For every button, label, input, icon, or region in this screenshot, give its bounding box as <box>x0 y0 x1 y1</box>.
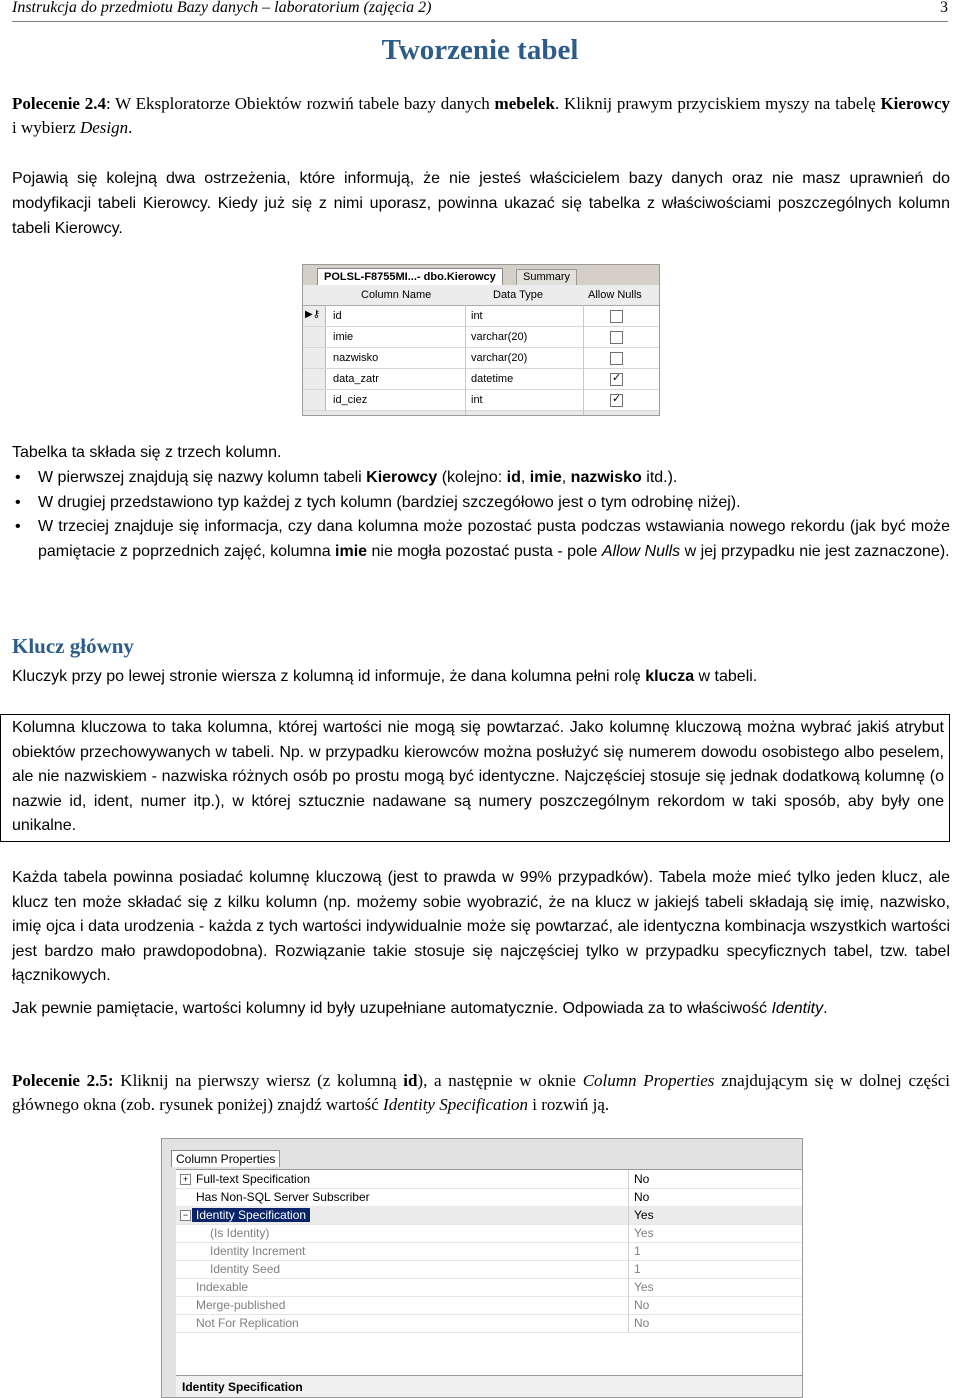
property-row-selected[interactable] <box>176 1206 803 1225</box>
property-row[interactable] <box>176 1242 802 1261</box>
list-intro: Tabelka ta składa się z trzech kolumn. <box>12 444 282 461</box>
item-bold: id <box>506 469 521 486</box>
item-text: w jej przypadku nie jest zaznaczone). <box>680 542 950 560</box>
task-italic: Column Properties <box>582 1071 715 1090</box>
item-text: , <box>520 469 530 486</box>
property-value[interactable]: 1 <box>634 1244 641 1258</box>
property-value[interactable]: No <box>634 1190 650 1204</box>
item-text: W drugiej przedstawiono typ każdej z tych kolumn (bardziej szczegółowo jest o tym odrobinę niżej). <box>38 493 741 511</box>
page-number: 3 <box>940 0 948 16</box>
column-properties-screenshot <box>161 1138 803 1398</box>
row-selector[interactable] <box>303 327 326 347</box>
property-name: Merge-published <box>196 1298 286 1312</box>
every-table-paragraph: Każda tabela powinna posiadać kolumnę kluczową (jest to prawda w 99% przypadków). Tabela może mieć tylko jeden klucz, ale klucz ten może składać się z kilku kolumn (np. możemy sobie wyobrazić, że na klucz w jakiejś tabeli składają się imię, nazwisko, imię ojca i data urodzenia - każda z tych wartości indywidualnie może się powtarzać, ale identyczna kombinacja wszystkich wartości jest bardzo mało prawdopodobna). Rozwiązanie takie stosuje się najczęściej tylko w przypadku specyficznych tabel, tzw. tabel łącznikowych. <box>12 869 950 985</box>
property-name: (Is Identity) <box>210 1226 270 1240</box>
task-text: i rozwiń ją. <box>527 1095 610 1114</box>
property-row[interactable] <box>176 1278 802 1297</box>
bullet-icon: • <box>15 518 21 535</box>
grid-divider <box>628 1170 629 1188</box>
column-header-nulls: Allow Nulls <box>588 289 642 301</box>
cell-data-type[interactable]: datetime <box>471 373 514 385</box>
property-value[interactable]: Yes <box>634 1208 654 1222</box>
allow-nulls-checkbox[interactable] <box>610 373 623 386</box>
table-designer-screenshot <box>302 264 660 416</box>
running-header <box>12 0 948 22</box>
cell-data-type[interactable]: varchar(20) <box>471 352 528 364</box>
item-text: W pierwszej znajdują się nazwy kolumn tabeli <box>38 469 367 486</box>
grid-divider <box>628 1224 629 1242</box>
item-italic: Allow Nulls <box>601 542 681 560</box>
list-item <box>12 491 950 516</box>
property-name: Identity Increment <box>210 1244 306 1258</box>
designer-grid-header <box>303 285 659 306</box>
task-label: Polecenie 2.4 <box>12 94 106 113</box>
db-name: mebelek <box>494 94 555 113</box>
task-text: . Kliknij prawym przyciskiem myszy na tabelę <box>554 94 881 113</box>
para-text: w tabeli. <box>694 668 758 685</box>
allow-nulls-checkbox[interactable] <box>610 352 623 365</box>
property-name: Indexable <box>196 1280 249 1294</box>
designer-row[interactable] <box>303 327 659 348</box>
task-text: Kliknij na pierwszy wiersz (z kolumną <box>113 1071 404 1090</box>
designer-tabs <box>303 265 659 285</box>
task-2-5 <box>12 1069 950 1117</box>
column-header-type: Data Type <box>493 289 543 301</box>
cell-data-type[interactable]: int <box>471 394 483 406</box>
row-selector[interactable] <box>303 306 326 326</box>
property-row[interactable] <box>176 1296 802 1315</box>
property-row[interactable] <box>176 1224 802 1243</box>
item-text: W trzeciej znajduje się informacja, czy dana kolumna może pozostać pusta podczas wstawiania nowego rekordu (jak być może pamiętacie z poprzednich zajęć, kolumna <box>38 518 950 560</box>
grid-divider <box>628 1242 629 1260</box>
property-value[interactable]: Yes <box>634 1280 654 1294</box>
row-selector[interactable] <box>303 348 326 368</box>
property-value[interactable]: No <box>634 1172 650 1186</box>
grid-divider <box>628 1260 629 1278</box>
grid-divider <box>628 1314 629 1332</box>
identity-paragraph <box>12 996 950 1021</box>
grid-divider <box>583 305 584 415</box>
designer-row[interactable] <box>303 348 659 369</box>
tab-column-properties[interactable]: Column Properties <box>171 1150 280 1167</box>
item-text: (kolejno: <box>437 469 507 486</box>
task-text: : W Eksploratorze Obiektów rozwiń tabele bazy danych <box>105 94 495 113</box>
collapse-icon[interactable]: − <box>180 1210 191 1221</box>
property-row[interactable] <box>176 1314 802 1333</box>
task-text: . <box>128 118 133 137</box>
property-name: Full-text Specification <box>196 1172 311 1186</box>
property-value[interactable]: 1 <box>634 1262 641 1276</box>
property-row[interactable] <box>176 1188 802 1207</box>
properties-grid <box>176 1169 802 1376</box>
property-row[interactable] <box>176 1260 802 1279</box>
bullet-icon: • <box>15 469 21 486</box>
item-bold: nazwisko <box>570 469 642 486</box>
task-bold: id <box>403 1071 418 1090</box>
description-title: Identity Specification <box>182 1380 303 1394</box>
list-item <box>12 466 950 491</box>
property-name: Identity Seed <box>210 1262 281 1276</box>
row-selector[interactable] <box>303 369 326 389</box>
property-description <box>176 1375 802 1398</box>
item-bold: imie <box>335 542 368 560</box>
header-title: Instrukcja do przedmiotu Bazy danych – laboratorium (zajęcia 2) <box>12 0 432 16</box>
cell-column-name[interactable]: nazwisko <box>333 352 379 364</box>
key-paragraph <box>12 664 950 689</box>
bullet-list <box>12 466 950 564</box>
property-name: Has Non-SQL Server Subscriber <box>196 1190 370 1204</box>
task-text: ), a następnie w oknie <box>417 1071 583 1090</box>
designer-row[interactable] <box>303 369 659 390</box>
allow-nulls-checkbox[interactable] <box>610 310 623 323</box>
allow-nulls-checkbox[interactable] <box>610 331 623 344</box>
boxed-note: Kolumna kluczowa to taka kolumna, której wartości nie mogą się powtarzać. Jako kolumnę kluczową można wybrać jakiś atrybut obiektów przechowywanych w tabeli. Np. w przypadku kierowców można posłużyć się numerem dowodu osobistego albo peselem, ale nie nazwiskiem - nazwiska różnych osób po prostu mogą być identyczne. Najczęściej stosuje się jednak dodatkową kolumnę (o nazwie id, ident, numer itp.), w której sztucznie nadawane są numery poszczególnym rekordom w taki sposób, aby były one unikalne. <box>0 714 950 842</box>
cell-data-type[interactable]: varchar(20) <box>471 331 528 343</box>
grid-divider <box>628 1206 629 1224</box>
item-text: nie mogła pozostać pusta - pole <box>367 542 602 560</box>
bullet-icon: • <box>15 493 21 511</box>
property-value[interactable]: No <box>634 1298 650 1312</box>
para-text: Jak pewnie pamiętacie, wartości kolumny id były uzupełniane automatycznie. Odpowiada za to właściwość <box>12 1000 772 1017</box>
row-selector[interactable] <box>303 390 326 410</box>
tab-summary[interactable]: Summary <box>516 269 577 285</box>
grid-divider <box>465 305 466 415</box>
para-text: Kluczyk przy po lewej stronie wiersza z kolumną id informuje, że dana kolumna pełni rolę <box>12 668 646 685</box>
para-text: . <box>823 1000 828 1017</box>
item-bold: Kierowcy <box>366 469 438 486</box>
item-text: itd.). <box>641 469 678 486</box>
property-value[interactable]: Yes <box>634 1226 654 1240</box>
expand-icon[interactable]: + <box>180 1174 191 1185</box>
task-2-4 <box>12 92 950 140</box>
task-label: Polecenie 2.5: <box>12 1071 114 1090</box>
cell-data-type[interactable]: int <box>471 310 483 322</box>
item-text: , <box>561 469 571 486</box>
cell-column-name[interactable]: imie <box>333 331 354 343</box>
task-text: znajdującym się w dolnej części głównego okna (zob. rysunek poniżej) znajdź wartość <box>12 1071 950 1114</box>
column-header-name: Column Name <box>361 289 432 301</box>
table-name: Kierowcy <box>880 94 950 113</box>
para-bold: klucza <box>645 668 695 685</box>
cell-column-name[interactable]: id <box>333 310 342 322</box>
page-title: Tworzenie tabel <box>381 34 579 66</box>
list-item <box>12 515 950 564</box>
designer-row[interactable] <box>303 306 659 327</box>
property-name: Not For Replication <box>196 1316 299 1330</box>
task-text: i wybierz <box>12 118 80 137</box>
tab-designer[interactable]: POLSL-F8755MI...- dbo.Kierowcy <box>317 268 503 286</box>
grid-divider <box>628 1278 629 1296</box>
property-row[interactable] <box>176 1170 802 1189</box>
property-name: Identity Specification <box>192 1208 310 1222</box>
designer-row[interactable] <box>303 390 659 411</box>
grid-divider <box>628 1188 629 1206</box>
menu-item-name: Design <box>79 118 129 137</box>
section-title: Klucz główny <box>12 634 134 658</box>
grid-divider <box>628 1296 629 1314</box>
warning-paragraph: Pojawią się kolejną dwa ostrzeżenia, które informują, że nie jesteś właścicielem bazy danych oraz nie masz uprawnień do modyfikacji tabeli Kierowcy. Kiedy już się z nimi uporasz, powinna ukazać się tabelka z właściwościami poszczególnych kolumn tabeli Kierowcy. <box>12 170 950 237</box>
key-icon: ▶⚷ <box>305 309 321 320</box>
task-italic: Identity Specification <box>383 1095 528 1114</box>
cell-column-name[interactable]: id_ciez <box>333 394 368 406</box>
cell-column-name[interactable]: data_zatr <box>333 373 379 385</box>
property-value[interactable]: No <box>634 1316 650 1330</box>
item-bold: imie <box>529 469 562 486</box>
allow-nulls-checkbox[interactable] <box>610 394 623 407</box>
para-italic: Identity <box>771 1000 824 1017</box>
